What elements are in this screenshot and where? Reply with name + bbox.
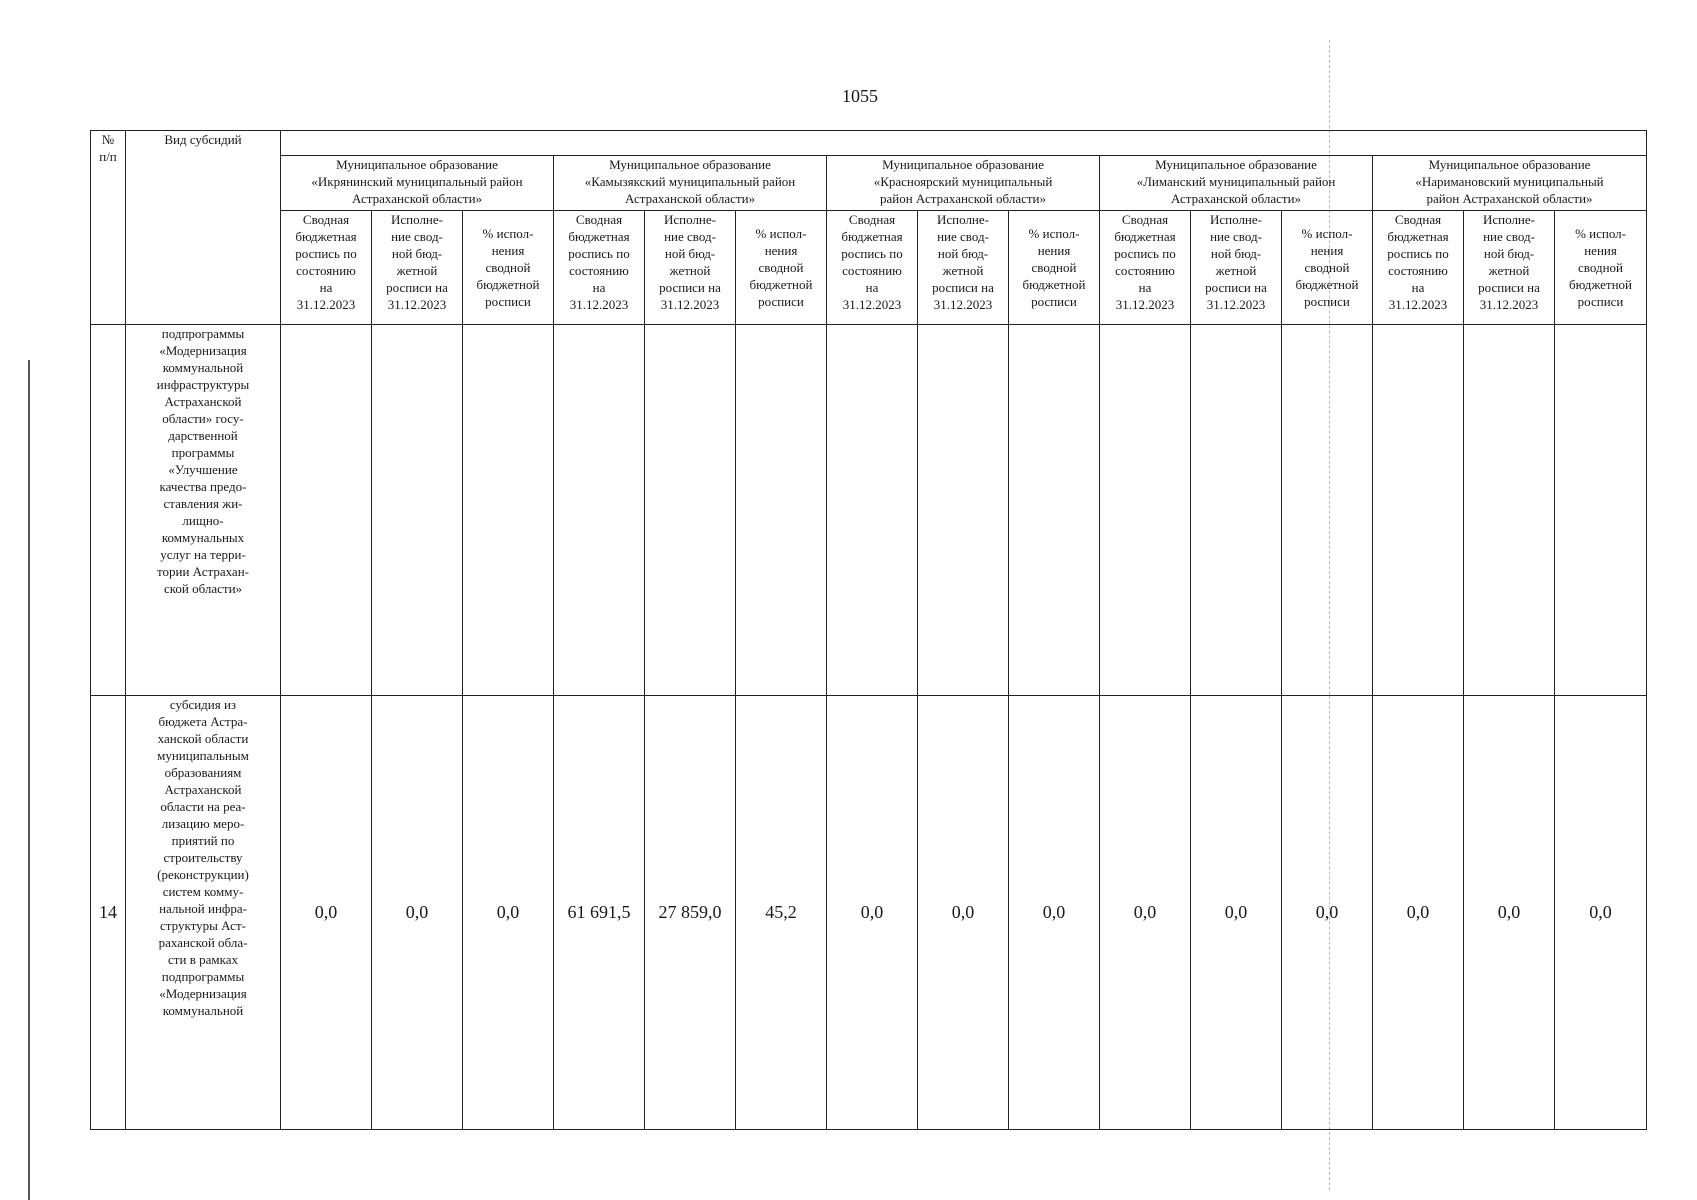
group-title: Муниципальное образование «Икрянинский муниципальный район Астраханской области»	[311, 157, 523, 206]
budget-plan-header: Сводная бюджетная роспись по состоянию на 31.12.2023	[281, 211, 372, 325]
execution-header: Исполне- ние свод- ной бюд- жетной росписи на 31.12.2023	[372, 211, 463, 325]
budget-plan-header: Сводная бюджетная роспись по состоянию на 31.12.2023	[1373, 211, 1464, 325]
header-spacer	[281, 131, 1647, 156]
value-cell: 0,0	[1373, 696, 1464, 1130]
execution-header: Исполне- ние свод- ной бюд- жетной росписи на 31.12.2023	[918, 211, 1009, 325]
group-title: Муниципальное образование «Красноярский муниципальный район Астраханской области»	[873, 157, 1053, 206]
percent-header: % испол- нения сводной бюджетной росписи	[736, 211, 827, 325]
group-header-2	[554, 156, 827, 211]
value-cell	[918, 325, 1009, 696]
group-title: Муниципальное образование «Камызякский муниципальный район Астраханской области»	[584, 157, 796, 206]
table-row	[91, 325, 1647, 696]
value-cell	[827, 325, 918, 696]
percent-header: % испол- нения сводной бюджетной росписи	[1282, 211, 1373, 325]
value-cell: 0,0	[463, 696, 554, 1130]
value-cell	[736, 325, 827, 696]
percent-header: % испол- нения сводной бюджетной росписи	[1555, 211, 1647, 325]
value-cell: 0,0	[1100, 696, 1191, 1130]
value-cell	[554, 325, 645, 696]
percent-header: % испол- нения сводной бюджетной росписи	[1009, 211, 1100, 325]
execution-header: Исполне- ние свод- ной бюд- жетной росписи на 31.12.2023	[1191, 211, 1282, 325]
execution-header: Исполне- ние свод- ной бюд- жетной росписи на 31.12.2023	[645, 211, 736, 325]
value-cell: 0,0	[1009, 696, 1100, 1130]
page-number: 1055	[842, 86, 878, 106]
table-row	[91, 696, 1647, 1130]
budget-plan-header: Сводная бюджетная роспись по состоянию на 31.12.2023	[554, 211, 645, 325]
group-header-5	[1373, 156, 1647, 211]
sub-header-row	[91, 211, 1647, 325]
subsidy-table	[90, 130, 1647, 1130]
group-header-1	[281, 156, 554, 211]
value-cell: 0,0	[1282, 696, 1373, 1130]
scan-left-edge	[28, 360, 30, 1200]
value-cell: 0,0	[372, 696, 463, 1130]
budget-plan-header: Сводная бюджетная роспись по состоянию на 31.12.2023	[1100, 211, 1191, 325]
value-cell: 61 691,5	[554, 696, 645, 1130]
value-cell	[463, 325, 554, 696]
col-number-header: № п/п	[91, 131, 126, 325]
header-spacer-row	[91, 131, 1647, 156]
subsidy-description: подпрограммы «Модернизация коммунальной инфраструктуры Астраханской области» госу- дарственной программы «Улучшение качества предо- ставления жи- лищно- коммунальных услуг на терри- тории Астрахан- ской области»	[126, 325, 281, 696]
value-cell	[372, 325, 463, 696]
row-number: 14	[91, 696, 126, 1130]
subsidy-description: субсидия из бюджета Астра- ханской области муниципальным образованиям Астраханской области на реа- лизацию меро- приятий по строительству (реконструкции) систем комму- нальной инфра- структуры Аст- раханской обла- сти в рамках подпрограммы «Модернизация коммунальной	[126, 696, 281, 1130]
group-title: Муниципальное образование «Наримановский муниципальный район Астраханской области»	[1415, 157, 1604, 206]
row-number	[91, 325, 126, 696]
group-header-3	[827, 156, 1100, 211]
value-cell	[645, 325, 736, 696]
value-cell	[281, 325, 372, 696]
budget-plan-header: Сводная бюджетная роспись по состоянию на 31.12.2023	[827, 211, 918, 325]
group-header-4	[1100, 156, 1373, 211]
col-subsidy-type-header: Вид субсидий	[126, 131, 281, 325]
value-cell	[1009, 325, 1100, 696]
value-cell: 0,0	[1464, 696, 1555, 1130]
value-cell	[1191, 325, 1282, 696]
value-cell: 27 859,0	[645, 696, 736, 1130]
value-cell: 45,2	[736, 696, 827, 1130]
execution-header: Исполне- ние свод- ной бюд- жетной росписи на 31.12.2023	[1464, 211, 1555, 325]
value-cell: 0,0	[827, 696, 918, 1130]
value-cell	[1555, 325, 1647, 696]
value-cell	[1100, 325, 1191, 696]
percent-header: % испол- нения сводной бюджетной росписи	[463, 211, 554, 325]
group-title: Муниципальное образование «Лиманский муниципальный район Астраханской области»	[1136, 157, 1336, 206]
value-cell: 0,0	[281, 696, 372, 1130]
value-cell: 0,0	[1191, 696, 1282, 1130]
value-cell: 0,0	[1555, 696, 1647, 1130]
value-cell	[1282, 325, 1373, 696]
value-cell: 0,0	[918, 696, 1009, 1130]
value-cell	[1464, 325, 1555, 696]
group-header-row	[91, 156, 1647, 211]
value-cell	[1373, 325, 1464, 696]
